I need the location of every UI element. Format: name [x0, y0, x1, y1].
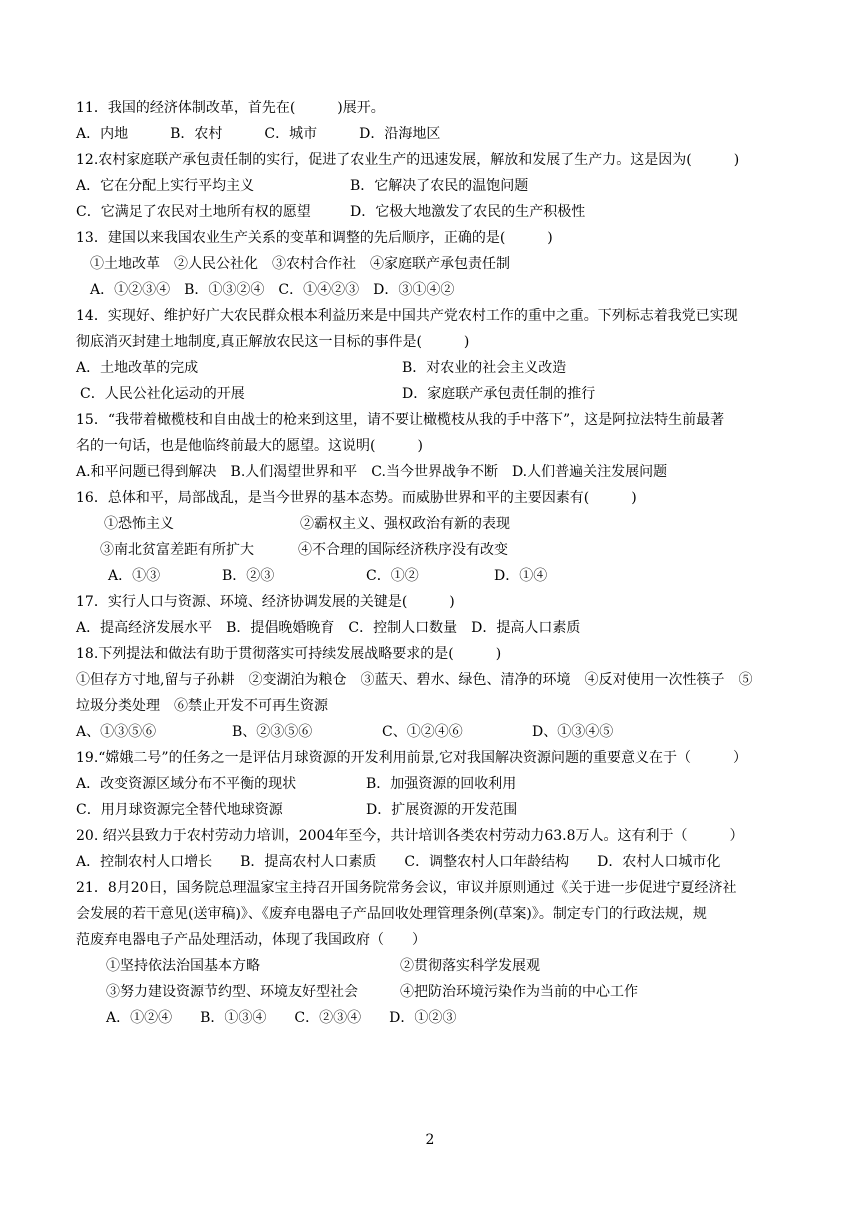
question-21-stem-line-1: 21．8月20日，国务院总理温家宝主持召开国务院常务会议，审议并原则通过《关于进一步促进宁夏经济社 — [76, 880, 737, 896]
question-18-items-line-1: ①但存方寸地,留与子孙耕 ②变湖泊为粮仓 ③蓝天、碧水、绿色、清净的环境 ④反对使用一次性筷子 ⑤ — [76, 672, 753, 688]
question-14-stem-line-1: 14．实现好、维护好广大农民群众根本利益历来是中国共产党农村工作的重中之重。下列标志着我党已实现 — [76, 308, 738, 324]
question-16-option-a: A．①③ — [108, 568, 161, 584]
question-21-item-1: ①坚持依法治国基本方略 — [106, 958, 260, 974]
question-16-stem: 16．总体和平，局部战乱，是当今世界的基本态势。而威胁世界和平的主要因素有( ) — [76, 490, 637, 506]
question-16-option-b: B．②③ — [222, 568, 275, 584]
question-14-option-b: B．对农业的社会主义改造 — [402, 360, 567, 376]
question-15-options: A.和平问题已得到解决 B.人们渴望世界和平 C.当今世界战争不断 D.人们普遍关注发展问题 — [76, 464, 668, 480]
question-18-stem: 18.下列提法和做法有助于贯彻落实可持续发展战略要求的是( ) — [76, 646, 502, 662]
question-21-item-3: ③努力建设资源节约型、环境友好型社会 — [106, 984, 358, 1000]
question-12-option-c: C．它满足了农民对土地所有权的愿望 — [76, 204, 311, 220]
question-18-option-d: D、①③④⑤ — [532, 724, 614, 740]
question-16-item-3: ③南北贫富差距有所扩大 — [100, 542, 254, 558]
question-12-option-d: D．它极大地激发了农民的生产积极性 — [350, 204, 586, 220]
question-16-item-2: ②霸权主义、强权政治有新的表现 — [300, 516, 510, 532]
question-11-options: A．内地 B．农村 C．城市 D．沿海地区 — [76, 126, 441, 142]
question-18-items-line-2: 垃圾分类处理 ⑥禁止开发不可再生资源 — [76, 698, 328, 714]
question-13-items: ①土地改革 ②人民公社化 ③农村合作社 ④家庭联产承包责任制 — [90, 256, 510, 272]
question-14-stem-line-2: 彻底消灭封建土地制度,真正解放农民这一目标的事件是( ) — [76, 334, 470, 350]
question-17-options: A．提高经济发展水平 B．提倡晚婚晚育 C．控制人口数量 D．提高人口素质 — [76, 620, 581, 636]
question-21-stem-line-3: 范废弃电器电子产品处理活动，体现了我国政府（ ） — [76, 932, 426, 948]
question-14-option-c: C．人民公社化运动的开展 — [80, 386, 245, 402]
question-13-options: A．①②③④ B．①③②④ C．①④②③ D．③①④② — [90, 282, 455, 298]
question-21-item-4: ④把防治环境污染作为当前的中心工作 — [400, 984, 638, 1000]
question-15-stem-line-1: 15．“我带着橄榄枝和自由战士的枪来到这里，请不要让橄榄枝从我的手中落下”，这是阿拉法特生前最著 — [76, 412, 725, 428]
question-19-option-d: D．扩展资源的开发范围 — [366, 802, 518, 818]
question-16-item-1: ①恐怖主义 — [104, 516, 174, 532]
question-14-option-d: D．家庭联产承包责任制的推行 — [402, 386, 596, 402]
question-16-item-4: ④不合理的国际经济秩序没有改变 — [298, 542, 508, 558]
question-16-option-d: D．①④ — [494, 568, 548, 584]
question-12-option-b: B．它解决了农民的温饱问题 — [350, 178, 529, 194]
question-20-stem: 20. 绍兴县致力于农村劳动力培训，2004年至今，共计培训各类农村劳动力63.8万人。这有利于（ ） — [76, 828, 744, 844]
question-19-option-c: C．用月球资源完全替代地球资源 — [76, 802, 283, 818]
question-17-stem: 17．实行人口与资源、环境、经济协调发展的关键是( ) — [76, 594, 455, 610]
question-19-stem: 19.“嫦娥二号”的任务之一是评估月球资源的开发利用前景,它对我国解决资源问题的重要意义在于（ ） — [76, 750, 748, 766]
question-12-option-a: A．它在分配上实行平均主义 — [76, 178, 255, 194]
question-19-option-a: A．改变资源区域分布不平衡的现状 — [76, 776, 297, 792]
question-18-option-c: C、①②④⑥ — [382, 724, 463, 740]
question-15-stem-line-2: 名的一句话，也是他临终前最大的愿望。这说明( ) — [76, 438, 423, 454]
question-18-option-b: B、②③⑤⑥ — [232, 724, 313, 740]
question-21-options: A．①②④ B．①③④ C．②③④ D．①②③ — [106, 1010, 457, 1026]
question-18-option-a: A、①③⑤⑥ — [76, 724, 157, 740]
page-number: 2 — [425, 1132, 435, 1148]
question-21-item-2: ②贯彻落实科学发展观 — [400, 958, 540, 974]
question-12-stem: 12.农村家庭联产承包责任制的实行，促进了农业生产的迅速发展，解放和发展了生产力。这是因为( ) — [76, 152, 740, 168]
question-11-stem: 11．我国的经济体制改革，首先在( )展开。 — [76, 100, 385, 116]
question-13-stem: 13．建国以来我国农业生产关系的变革和调整的先后顺序，正确的是( ) — [76, 230, 553, 246]
question-20-options: A．控制农村人口增长 B．提高农村人口素质 C．调整农村人口年龄结构 D．农村人口城市化 — [76, 854, 721, 870]
question-14-option-a: A．土地改革的完成 — [76, 360, 199, 376]
question-21-stem-line-2: 会发展的若干意见(送审稿)》、《废弃电器电子产品回收处理管理条例(草案)》。制定专门的行政法规，规 — [76, 906, 707, 922]
question-19-option-b: B．加强资源的回收利用 — [366, 776, 517, 792]
question-16-option-c: C．①② — [366, 568, 419, 584]
